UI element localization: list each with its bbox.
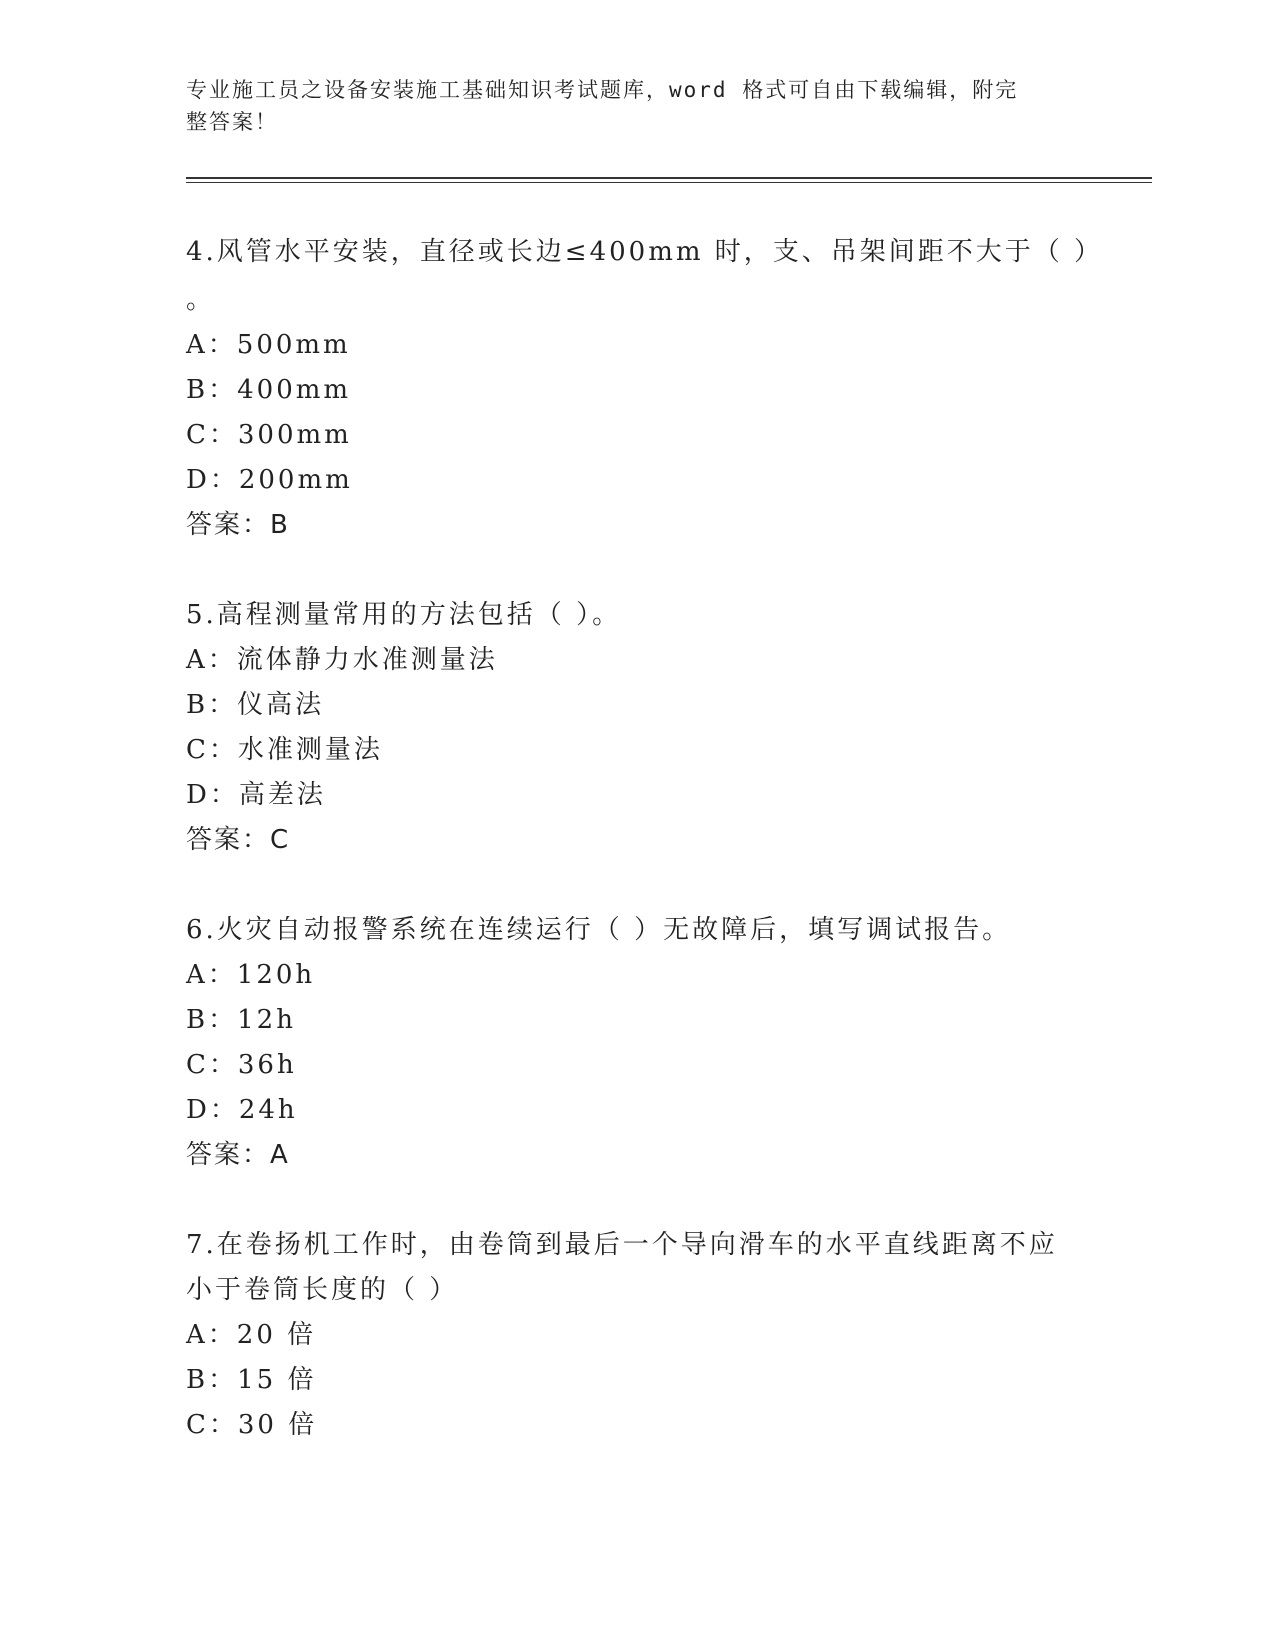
question-4-text: 4.风管水平安装，直径或长边≤400mm 时，支、吊架间距不大于（ ） [186,237,1104,267]
header-rule-thin [186,182,1152,183]
question-5-option-b: B：仪高法 [186,690,325,720]
header-rule-thick [186,177,1152,179]
question-5-answer: 答案：C [186,825,291,855]
question-6-option-c: C：36h [186,1050,297,1080]
question-7-option-a: A：20 倍 [186,1320,317,1350]
header-line-1: 专业施工员之设备安装施工基础知识考试题库，word 格式可自由下载编辑，附完 [186,78,1019,102]
question-7-option-c: C：30 倍 [186,1410,318,1440]
question-5-option-a: A：流体静力水准测量法 [186,645,498,675]
question-6-answer: 答案：A [186,1140,290,1170]
question-4-option-a: A：500mm [186,330,351,360]
question-7-text-continued: 小于卷筒长度的（ ） [186,1275,459,1305]
question-5-option-c: C：水准测量法 [186,735,383,765]
question-6-option-d: D：24h [186,1095,298,1125]
question-6-text: 6.火灾自动报警系统在连续运行（ ）无故障后，填写调试报告。 [186,915,1012,945]
question-4-text-continued: 。 [186,285,216,315]
question-6-option-a: A：120h [186,960,316,990]
header-line-2: 整答案！ [186,110,278,134]
question-4-option-b: B：400mm [186,375,352,405]
question-7-option-b: B：15 倍 [186,1365,317,1395]
question-5-option-d: D：高差法 [186,780,326,810]
document-header [186,74,1066,138]
question-6-option-b: B：12h [186,1005,296,1035]
question-4-option-c: C：300mm [186,420,352,450]
question-5-text: 5.高程测量常用的方法包括（ ）。 [186,600,622,630]
question-7-text: 7.在卷扬机工作时，由卷筒到最后一个导向滑车的水平直线距离不应 [186,1230,1058,1260]
question-4-answer: 答案：B [186,510,290,540]
question-4-option-d: D：200mm [186,465,353,495]
